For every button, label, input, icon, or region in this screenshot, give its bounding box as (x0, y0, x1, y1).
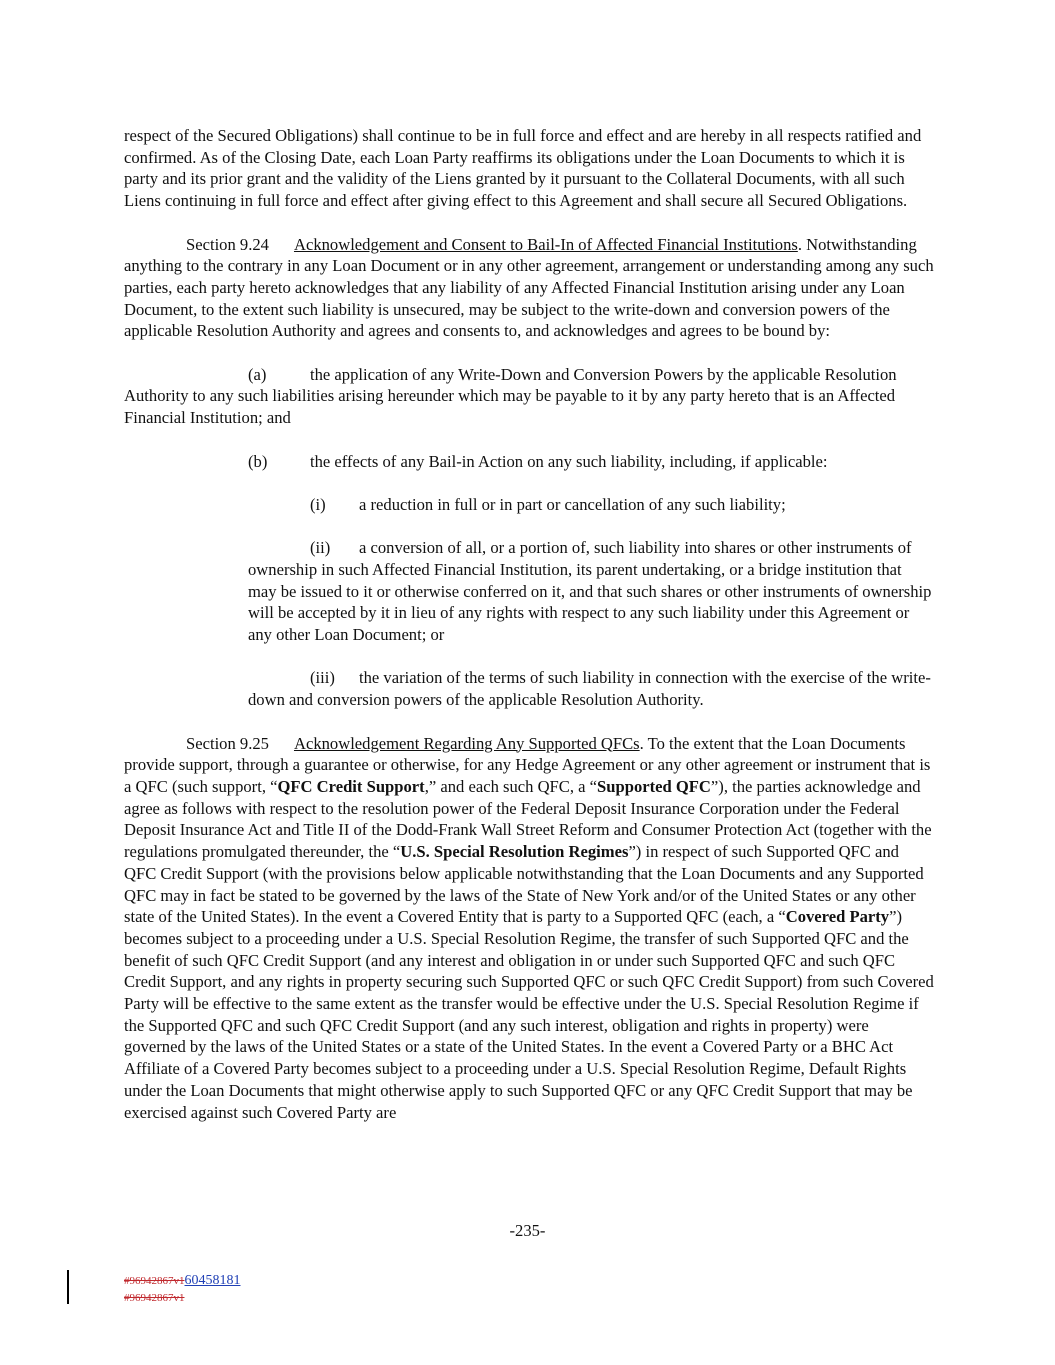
clause-b (124, 451, 934, 473)
section-9-25-text-3: ”), the parties acknowledge and agree as follows with respect to the resolution power of the Federal Deposit Insurance Corporation under the Federal Deposit Insurance Act and Title II of the Dodd-Frank Wall Street Reform and Consumer Protection Act (together with the regulations promulgated thereunder, the “ (124, 776, 932, 862)
clause-iii (124, 667, 934, 710)
clause-iii-label: (iii) (310, 668, 335, 688)
doc-id-inserted: 60458181 (184, 1273, 241, 1288)
doc-id-deleted: #96942867v1 (124, 1275, 185, 1287)
section-9-25-text-5: ”) becomes subject to a proceeding under a U.S. Special Resolution Regime, the transfer of such Supported QFC and the benefit of such QFC Credit Support (and any interest and obligation in or under such Supported QFC and such QFC Credit Support, and any rights in property securing such Supported QFC or such QFC Credit Support) from such Covered Party will be effective to the same extent as the transfer would be effective under the U.S. Special Resolution Regime if the Supported QFC and such QFC Credit Support (and any such interest, obligation and rights in property) were governed by the laws of the United States or a state of the United States. In the event a Covered Party or a BHC Act Affiliate of a Covered Party becomes subject to a proceeding under a U.S. Special Resolution Regime, Default Rights under the Loan Documents that might otherwise apply to such Supported QFC or any QFC Credit Support that may be exercised against such Covered Party are (124, 907, 934, 1122)
clause-ii (124, 537, 934, 646)
doc-id-deleted-2: #96942867v1 (124, 1292, 185, 1304)
page-number: -235- (509, 1221, 546, 1240)
defined-term-us-special-resolution-regimes: U.S. Special Resolution Regimes (400, 842, 629, 862)
clause-i (124, 494, 934, 516)
clause-i-label: (i) (310, 494, 326, 514)
clause-ii-label: (ii) (310, 538, 331, 558)
clause-ii-text: a conversion of all, or a portion of, such liability into shares or other instruments of ownership in such Affected Financial Institution, its parent undertaking, or a bridge institution that may be issued to it or otherwise conferred on it, and that such shares or other instruments of ownership will be accepted by it in lieu of any rights with respect to any such liability under this Agreement or any other Loan Document; or (248, 538, 932, 645)
section-9-24-body: . Notwithstanding anything to the contrary in any Loan Document or in any other agreement, arrangement or understanding among any such parties, each party hereto acknowledges that any liability of any Affected Financial Institution arising under any Loan Document, to the extent such liability is unsecured, may be subject to the write-down and conversion powers of the applicable Resolution Authority and agrees and consents to, and acknowledges and agrees to be bound by: (124, 234, 934, 341)
section-9-25-paragraph (124, 733, 934, 1124)
defined-term-supported-qfc: Supported QFC (597, 776, 711, 796)
defined-term-qfc-credit-support: QFC Credit Support (277, 776, 425, 796)
section-9-25-text-2: ,” and each such QFC, a “ (424, 776, 598, 796)
doc-id-line-2 (124, 1292, 185, 1305)
clause-a (124, 364, 934, 429)
section-9-24-title: Acknowledgement and Consent to Bail-In of Affected Financial Institutions (293, 234, 798, 254)
change-bar (67, 1270, 69, 1304)
intro-paragraph: respect of the Secured Obligations) shall continue to be in full force and effect and are hereby in all respects ratified and confirmed. As of the Closing Date, each Loan Party reaffirms its obligations under the Loan Documents to which it is party and its prior grant and the validity of the Liens granted by it pursuant to the Collateral Documents, with all such Liens continuing in full force and effect after giving effect to this Agreement and shall secure all Secured Obligations. (124, 126, 922, 211)
doc-id-line-1 (124, 1274, 241, 1288)
clause-a-text: the application of any Write-Down and Conversion Powers by the applicable Resolution Authority to any such liabilities arising hereunder which may be payable to it by any party hereto that is an Affected Financial Institution; and (124, 364, 897, 428)
defined-term-covered-party: Covered Party (785, 907, 890, 927)
clause-i-text: a reduction in full or in part or cancellation of any such liability; (359, 494, 786, 514)
document-body (124, 125, 934, 1123)
section-9-25-text-4: ”) in respect of such Supported QFC and QFC Credit Support (with the provisions below applicable notwithstanding that the Loan Documents and any Supported QFC may in fact be stated to be governed by the laws of the State of New York and/or of the United States or any other state of the United States). In the event a Covered Entity that is party to a Supported QFC (each, a “ (124, 842, 924, 927)
section-9-25-number: Section 9.25 (186, 733, 269, 753)
clause-iii-text: the variation of the terms of such liability in connection with the exercise of the write-down and conversion powers of the applicable Resolution Authority. (248, 668, 931, 710)
section-9-24-number: Section 9.24 (186, 234, 269, 254)
section-9-25-text-1: . To the extent that the Loan Documents provide support, through a guarantee or otherwise, for any Hedge Agreement or any other agreement or instrument that is a QFC (such support, “ (124, 733, 931, 796)
section-9-25-title: Acknowledgement Regarding Any Supported QFCs (293, 733, 640, 753)
clause-b-text: the effects of any Bail-in Action on any such liability, including, if applicable: (310, 451, 828, 471)
clause-b-label: (b) (248, 451, 268, 471)
section-9-24-paragraph (124, 234, 934, 343)
clause-a-label: (a) (248, 364, 267, 384)
